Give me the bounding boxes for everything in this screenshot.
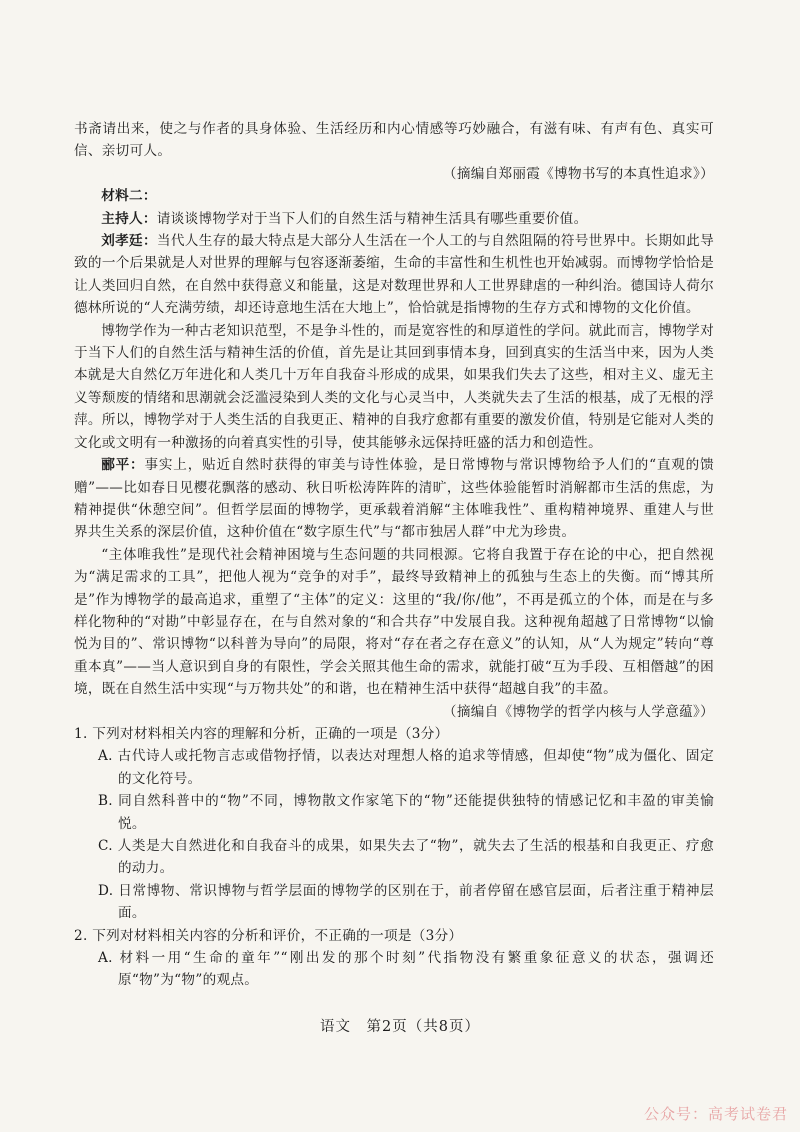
- question-1-option-b: B. 同自然科普中的“物”不同，博物散文作家笔下的“物”还能提供独特的情感记忆和丰盈的审美愉悦。: [98, 793, 714, 832]
- question-2-option-a: A. 材料一用“生命的童年”“刚出发的那个时刻”代指物没有繁重象征意义的状态，强调还原“物”为“物”的观点。: [98, 950, 714, 989]
- question-1-option-a: A. 古代诗人或托物言志或借物抒情，以表达对理想人格的追求等情感，但却使“物”成为僵化、固定的文化符号。: [98, 748, 714, 787]
- kuang-answer-2: “主体唯我性”是现代社会精神困境与生态问题的共同根源。它将自我置于存在论的中心，把自然视为“满足需求的工具”，把他人视为“竞争的对手”，最终导致精神上的孤独与生态上的失衡。而“博其所是”作为博物学的最高追求，重塑了“主体”的定义：这里的“我/你/他”，不再是孤立的个体，而是在与多样化物种的“对勘”中彰显存在，在与自然对象的“和合共存”中发展自我。这种视角超越了日常博物“以愉悦为目的”、常识博物“以科普为导向”的局限，将对“存在者之存在意义”的认知，从“人为规定”转向“尊重本真”——当人意识到自身的有限性，学会关照其他生命的需求，就能打破“互为手段、互相僭越”的困境，既在自然生活中实现“与万物共处”的和谐，也在精神生活中获得“超越自我”的丰盈。: [74, 546, 714, 698]
- kuang-answer-1: [74, 454, 714, 544]
- question-1-option-d: D. 日常博物、常识博物与哲学层面的博物学的区别在于，前者停留在感官层面，后者注重于精神层面。: [98, 882, 714, 922]
- material-2-label: 材料二：: [101, 188, 157, 205]
- question-1-stem: 1. 下列对材料相关内容的理解和分析，正确的一项是（3分）: [74, 725, 449, 742]
- source-citation-1: （摘编自郑丽霞《博物书写的本真性追求》）: [442, 165, 714, 182]
- liu-answer-1: [74, 230, 714, 320]
- speaker-liu: 刘孝廷：: [101, 233, 157, 250]
- question-1-option-c: C. 人类是大自然进化和自我奋斗的成果，如果失去了“物”，就失去了生活的根基和自我更正、疗愈的动力。: [98, 838, 714, 877]
- source-citation-2: （摘编自《博物学的哲学内核与人学意蕴》）: [442, 703, 714, 720]
- intro-paragraph: 书斋请出来，使之与作者的具身体验、生活经历和内心情感等巧妙融合，有滋有味、有声有色、真实可信、亲切可人。: [74, 121, 714, 160]
- liu-answer-1-text: 当代人生存的最大特点是大部分人生活在一个人工的与自然阻隔的符号世界中。长期如此导致的一个后果就是人对世界的理解与包容逐渐萎缩，生命的丰富性和生机性也开始减弱。而博物学恰恰是让人类回归自然，在自然中获得意义和能量，这是对数理世界和人工世界肆虐的一种纠治。德国诗人荷尔德林所说的“人充满劳绩，却还诗意地生活在大地上”，恰恰就是指博物的生存方式和博物的文化价值。: [74, 233, 714, 317]
- kuang-answer-1-text: 事实上，贴近自然时获得的审美与诗性体验，是日常博物与常识博物给予人们的“直观的馈赠”——比如春日见樱花飘落的感动、秋日听松涛阵阵的清旷，这些体验能暂时消解都市生活的焦虑，为精神提供“休憩空间”。但哲学层面的博物学，更承载着消解“主体唯我性”、重构精神境界、重建人与世界共生关系的深层价值，这种价值在“数字原生代”与“都市独居人群”中尤为珍贵。: [74, 457, 714, 541]
- watermark: 公众号：高考试卷君: [643, 1105, 788, 1123]
- host-question: [74, 208, 714, 230]
- host-question-text: 请谈谈博物学对于当下人们的自然生活与精神生活具有哪些重要价值。: [156, 210, 588, 227]
- document-body: [74, 118, 714, 992]
- speaker-host: 主持人：: [101, 210, 157, 227]
- page-footer: 语文 第2页（共8页）: [320, 1019, 480, 1035]
- question-2-stem: 2. 下列对材料相关内容的分析和评价，不正确的一项是（3分）: [74, 927, 463, 944]
- liu-answer-2: 博物学作为一种古老知识范型，不是争斗性的，而是宽容性的和厚道性的学问。就此而言，博物学对于当下人们的自然生活与精神生活的价值，首先是让其回到事情本身，回到真实的生活当中来，因为人类本就是大自然亿万年进化和人类几十万年自我奋斗形成的成果，如果我们失去了这些，相对主义、虚无主义等颓废的情绪和思潮就会泛滥浸染到人类的文化与心灵当中，人类就失去了生活的根基，成了无根的浮萍。所以，博物学对于人类生活的自我更正、精神的自我疗愈都有重要的激发价值，特别是它能对人类的文化或文明有一种激扬的向着真实性的引导，使其能够永远保持旺盛的活力和创造性。: [74, 322, 714, 451]
- speaker-kuang: 郦平：: [101, 457, 145, 474]
